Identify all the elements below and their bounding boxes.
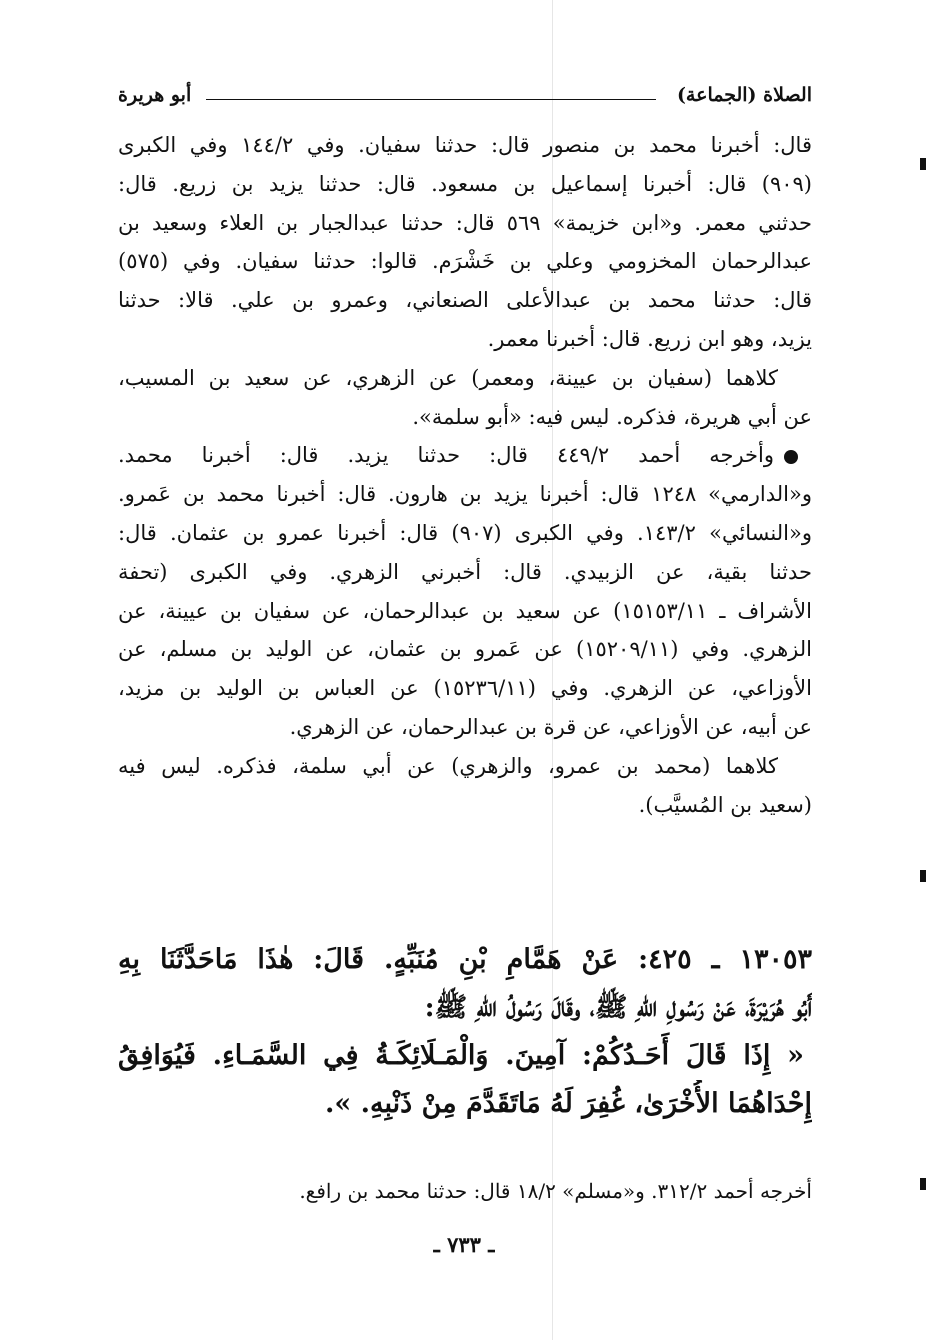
- paragraph: [118, 359, 812, 437]
- text-line: الأوزاعي، عن الزهري. وفي (١٥٢٣٦/١١) عن العباس بن الوليد بن مزيد،: [118, 676, 812, 701]
- hadith-line: ١٣٠٥٣ ـ ٤٢٥: عَنْ هَمَّامِ بْنِ مُنَبِّهٍ. قَالَ: هٰذَا مَاحَدَّثَنَا بِهِ: [118, 944, 812, 975]
- hadith-line: « إِذَا قَالَ أَحَـدُكُمْ: آمِينَ. وَالْمَـلَائِكَـةُ فِي السَّمَـاءِ. فَيُوَافِقُ: [118, 1040, 804, 1071]
- hadith-line: أَبُو هُرَيْرَةَ، عَنْ رَسُولِ اللهِ ﷺ، وقَالَ رَسُولُ اللهِ ﷺ:: [424, 992, 812, 1023]
- paragraph: [118, 747, 812, 825]
- commentary-text: [118, 126, 812, 824]
- text-line: يزيد، وهو ابن زريع. قال: أخبرنا معمر.: [487, 326, 812, 351]
- text-line: حدثني معمر. و«ابن خزيمة» ٥٦٩ قال: حدثنا عبدالجبار بن العلاء وسعيد بن: [118, 210, 812, 235]
- text-line: و«النسائي» ١٤٣/٢. وفي الكبرى (٩٠٧) قال: أخبرنا عمرو بن عثمان. قال:: [118, 520, 812, 545]
- text-line: (٩٠٩) قال: أخبرنا إسماعيل بن مسعود. قال: حدثنا يزيد بن زريع. قال:: [118, 171, 812, 196]
- text-line: (سعيد بن المُسيَّب).: [638, 792, 812, 817]
- text-line: كلاهما (سفيان بن عيينة، ومعمر) عن الزهري، عن سعيد بن المسيب،: [118, 365, 778, 390]
- hadith-text: [118, 936, 812, 1128]
- narrator-title: أبو هريرة: [118, 84, 192, 106]
- text-line: عن أبيه، عن الأوزاعي، عن قرة بن عبدالرحمان، عن الزهري.: [289, 714, 812, 739]
- text-line: حدثنا بقية، عن الزبيدي. قال: أخبرني الزهري. وفي الكبرى (تحفة: [118, 559, 812, 584]
- text-line: عن أبي هريرة، فذكره. ليس فيه: «أبو سلمة».: [412, 404, 812, 429]
- text-line: عبدالرحمان المخزومي وعلي بن خَشْرَم. قالوا: حدثنا سفيان. وفي (٥٧٥): [118, 249, 812, 274]
- paragraph: [118, 436, 812, 746]
- text-line: الزهري. وفي (١٥٢٠٩/١١) عن عَمرو بن عثمان، عن الوليد بن مسلم، عن: [118, 637, 812, 662]
- text-line: قال: حدثنا محمد بن عبدالأعلى الصنعاني، وعمرو بن علي. قالا: حدثنا: [118, 288, 812, 313]
- margin-mark-icon: [920, 1178, 926, 1190]
- hadith-line: إِحْدَاهُمَا الأُخْرَىٰ، غُفِرَ لَهُ مَاتَقَدَّمَ مِنْ ذَنْبِهِ. ».: [324, 1088, 812, 1119]
- header-rule: [206, 99, 656, 100]
- page-number: ـ ٧٣٣ ـ: [433, 1232, 495, 1257]
- margin-mark-icon: [920, 158, 926, 170]
- text-line: و«الدارمي» ١٢٤٨ قال: أخبرنا يزيد بن هارون. قال: أخبرنا محمد بن عَمرو.: [118, 482, 812, 507]
- text-line-content: وأخرجه أحمد ٤٤٩/٢ قال: حدثنا يزيد. قال: أخبرنا محمد.: [118, 443, 774, 468]
- bullet-icon: [784, 450, 798, 464]
- margin-mark-icon: [920, 870, 926, 882]
- chapter-title: الصلاة (الجماعة): [676, 84, 812, 106]
- text-line: الأشراف ـ ١٥١٥٣/١١) عن سعيد بن عبدالرحمان، عن سفيان بن عيينة، عن: [118, 598, 812, 623]
- footnote: أخرجه أحمد ٣١٢/٢. و«مسلم» ١٨/٢ قال: حدثنا محمد بن رافع.: [299, 1179, 812, 1203]
- paragraph: [118, 126, 812, 359]
- text-line: [118, 436, 812, 475]
- running-header: [118, 84, 812, 118]
- text-line: قال: أخبرنا محمد بن منصور قال: حدثنا سفيان. وفي ١٤٤/٢ وفي الكبرى: [118, 133, 812, 157]
- text-line: كلاهما (محمد بن عمرو، والزهري) عن أبي سلمة، فذكره. ليس فيه: [118, 753, 778, 778]
